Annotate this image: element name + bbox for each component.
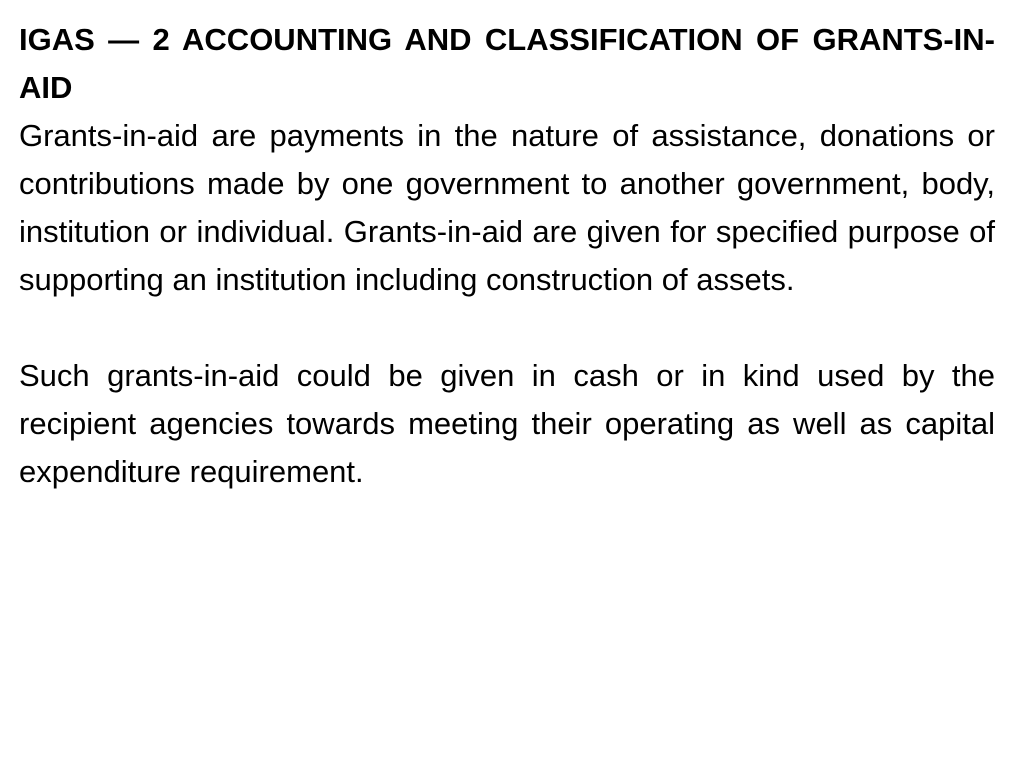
slide-content (19, 16, 995, 496)
paragraph-usage: Such grants-in-aid could be given in cash or in kind used by the recipient agencies towards meeting their operating as well as capital expenditure requirement. (19, 358, 995, 489)
slide-title: IGAS — 2 ACCOUNTING AND CLASSIFICATION OF GRANTS-IN-AID (19, 22, 995, 105)
paragraph-definition: Grants-in-aid are payments in the nature of assistance, donations or contributions made by one government to another government, body, institution or individual. Grants-in-aid are given for specified purpose of supporting an institution including construction of assets. (19, 118, 995, 297)
